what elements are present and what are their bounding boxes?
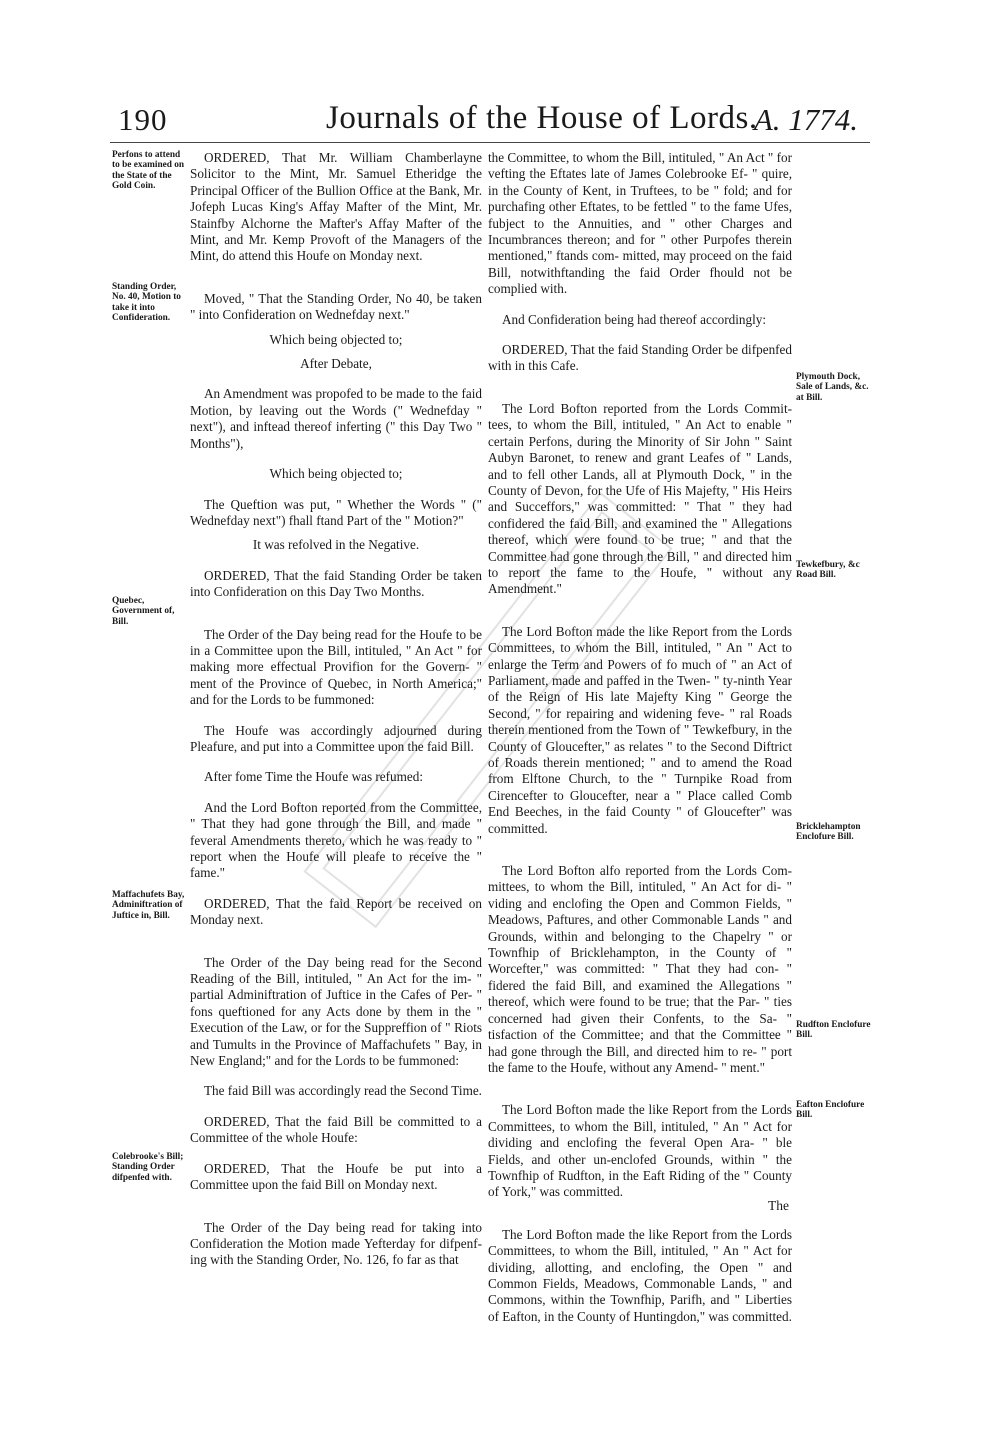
paragraph: The faid Bill was accordingly read the Second Time. bbox=[204, 1083, 482, 1099]
header-rule bbox=[110, 142, 870, 143]
paragraph: ORDERED, That the faid Standing Order be difpenfed with in this Cafe. bbox=[488, 342, 792, 374]
catchword: The bbox=[768, 1198, 789, 1213]
paragraph: The Lord Bofton made the like Report from the Lords Committees, to whom the Bill, intituled, " An " Act for dividing and enclofing the feveral Open Ara- " ble Fields, and other un-enclofed Grounds, within " the Townfhip of Rudfton, in the Eaft Riding of the " County of York," was committed. bbox=[488, 1102, 792, 1200]
margin-note-quebec: Quebec, Government of, Bill. bbox=[112, 596, 175, 627]
margin-note-standing-order-40: Standing Order, No. 40, Motion to take it into Confideration. bbox=[112, 282, 181, 324]
paragraph: Which being objected to; bbox=[269, 466, 403, 482]
paragraph: The Houfe was accordingly adjourned during Pleafure, and put into a Committee upon the faid Bill. bbox=[190, 722, 482, 754]
paragraph: After fome Time the Houfe was refumed: bbox=[204, 769, 424, 785]
paragraph: ORDERED, That the faid Report be received on Monday next. bbox=[190, 895, 482, 928]
left-column bbox=[190, 150, 482, 1269]
paragraph: ORDERED, That Mr. William Chamberlayne Solicitor to the Mint, Mr. Samuel Etheridge the Principal Officer of the Bullion Office at the Bank, Mr. Jofeph Lucas King's Affay Mafter of the Mint, Mr. Stainfby Alchorne the Mafter's Affay Mafter of the Mint, and Mr. Kemp Provoft of the Managers of the Mint, do attend this Houfe on Monday next. bbox=[190, 150, 482, 264]
margin-note-massachusetts: Maffachufets Bay, Adminiftration of Juftice in, Bill. bbox=[112, 890, 185, 921]
paragraph: The Order of the Day being read for the Second Reading of the Bill, intituled, " An Act for the im- " partial Adminiftration of Juftice in the Cafes of Per- " fons queftioned for any Acts done by them in the " Execution of the Law, or for the Suppreffion of " Riots and Tumults in the Province of Maffachufets " Bay, in New England;" and for the Lords to be fummoned: bbox=[190, 954, 482, 1069]
paragraph: An Amendment was propofed to be made to the faid Motion, by leaving out the Words (" Wednefday " next"), and inftead thereof inferting (" this Day Two " Months"), bbox=[190, 386, 482, 451]
paragraph: Moved, " That the Standing Order, No 40, be taken " into Confideration on Wednefday next." bbox=[190, 290, 482, 323]
paragraph: And the Lord Bofton reported from the Committee, " That they had gone through the Bill, and made " feveral Amendments thereto, which he was ready to " report when the Houfe will pleafe to receive the " fame." bbox=[190, 799, 482, 881]
paragraph: ORDERED, That the faid Bill be committed to a Committee of the whole Houfe: bbox=[190, 1113, 482, 1146]
paragraph: The Lord Bofton made the like Report from the Lords Committees, to whom the Bill, intituled, " An " Act to enlarge the Term and Powers of fo much of " an Act of Parliament, made and paffed in the Twen- " ty-ninth Year of the Reign of His late Majefty King " George the Second, " for repairing and widening feve- " ral Roads therein mentioned from the Town of " Tewkefbury, in the County of Gloucefter," as relates " to the Second Diftrict of Roads therein mentioned; " and to amend the Road from Elftone Church, to the " Turnpike Road from Cirencefter to Gloucefter, near a " Place called Comb End Beeches, in the faid County " of Gloucefter" was committed. bbox=[488, 623, 792, 836]
margin-note-bricklehampton: Bricklehampton Enclofure Bill. bbox=[796, 822, 861, 843]
margin-note-colebrooke: Colebrooke's Bill; Standing Order difpenfed with. bbox=[112, 1152, 184, 1183]
paragraph: The Lord Bofton alfo reported from the Lords Com- mittees, to whom the Bill, intituled, " An Act for di- " viding and enclofing the Open and Common Fields, " Meadows, Paftures, and other Commonable Lands " and Grounds, within and belonging to the Chapelry " or Townfhip of Bricklehampton, in the County of " Worcefter," was committed: " That they had con- " fidered the faid Bill, and examined the Allegations " thereof, which were found to be true; that the Par- " ties concerned had given their Confents, to the Sa- " tisfaction of the Committee; and that the Committee " had gone through the Bill, and directed him to re- " port the fame to the Houfe, without any Amend- " ment." bbox=[488, 863, 792, 1075]
margin-note-easton: Eafton Enclofure Bill. bbox=[796, 1100, 865, 1121]
running-title: Journals of the House of Lords. bbox=[326, 100, 758, 136]
paragraph: The Lord Bofton reported from the Lords Commit- tees, to whom the Bill, intituled, " An Act to enable " certain Perfons, during the Minority of Sir John " Saint Aubyn Baronet, to renew and grant Leafes of " Lands, and to fell other Lands, all at Plymouth Dock, " in the County of Devon, for the Ufe of His Majefty, " His Heirs and Succeffors," was committed: " That " they had confidered the faid Bill, and examined the " Allegations thereof, which were found to be true; " and that the Committee had gone through the Bill, " and directed him to report the fame to the Houfe, " without any Amendment." bbox=[488, 400, 792, 597]
margin-note-gold-coin: Perfons to attend to be examined on the State of the Gold Coin. bbox=[112, 150, 185, 192]
year-heading: A. 1774. bbox=[753, 102, 858, 137]
paragraph: Which being objected to; bbox=[269, 331, 403, 347]
right-column bbox=[488, 150, 792, 1325]
paragraph: The Order of the Day being read for taking into Confideration the Motion made Yefterday for difpenf- ing with the Standing Order, No. 126, fo far as that bbox=[190, 1219, 482, 1268]
page-number: 190 bbox=[118, 102, 168, 137]
margin-note-plymouth-dock: Plymouth Dock, Sale of Lands, &c. at Bill. bbox=[796, 372, 869, 403]
margin-note-tewkesbury: Tewkefbury, &c Road Bill. bbox=[796, 560, 860, 581]
paragraph: And Confideration being had thereof accordingly: bbox=[502, 311, 767, 327]
paragraph: ORDERED, That the Houfe be put into a Committee upon the faid Bill on Monday next. bbox=[190, 1160, 482, 1193]
paragraph: The Lord Bofton made the like Report from the Lords Committees, to whom the Bill, intituled, " An " Act for dividing, allotting, and enclofing, the Open " and Common Fields, Meadows, Commonable Lands, " and Commons, within the Townfhip, Parifh, and " Liberties of Eafton, in the County of Huntingdon," was committed. bbox=[488, 1226, 792, 1324]
paragraph: the Committee, to whom the Bill, intituled, " An Act " for vefting the Eftates late of James Colebrooke Ef- " quire, in the County of Kent, in Truftees, to be " fold; and for purchafing other Eftates, to be fettled " to the fame Ufes, fubject to the Annuities, and " other Charges and Incumbrances thereon; and for " other Purpofes therein mentioned," ftands com- mitted, may proceed on the faid Bill, notwithftanding the faid Order fhould not be complied with. bbox=[488, 150, 792, 297]
paragraph: It was refolved in the Negative. bbox=[252, 537, 420, 553]
paragraph: The Queftion was put, " Whether the Words " (" Wednefday next") fhall ftand Part of the " Motion?" bbox=[190, 496, 482, 528]
paragraph: After Debate, bbox=[300, 356, 372, 372]
paragraph: ORDERED, That the faid Standing Order be taken into Confideration on this Day Two Months. bbox=[190, 567, 482, 600]
paragraph: The Order of the Day being read for the Houfe to be in a Committee upon the Bill, intituled, " An Act " for making more effectual Provifion for the Govern- " ment of the Province of Quebec, in North America;" and for the Lords to be fummoned: bbox=[190, 626, 482, 708]
margin-note-rudston: Rudfton Enclofure Bill. bbox=[796, 1020, 871, 1041]
page-header bbox=[118, 98, 858, 142]
